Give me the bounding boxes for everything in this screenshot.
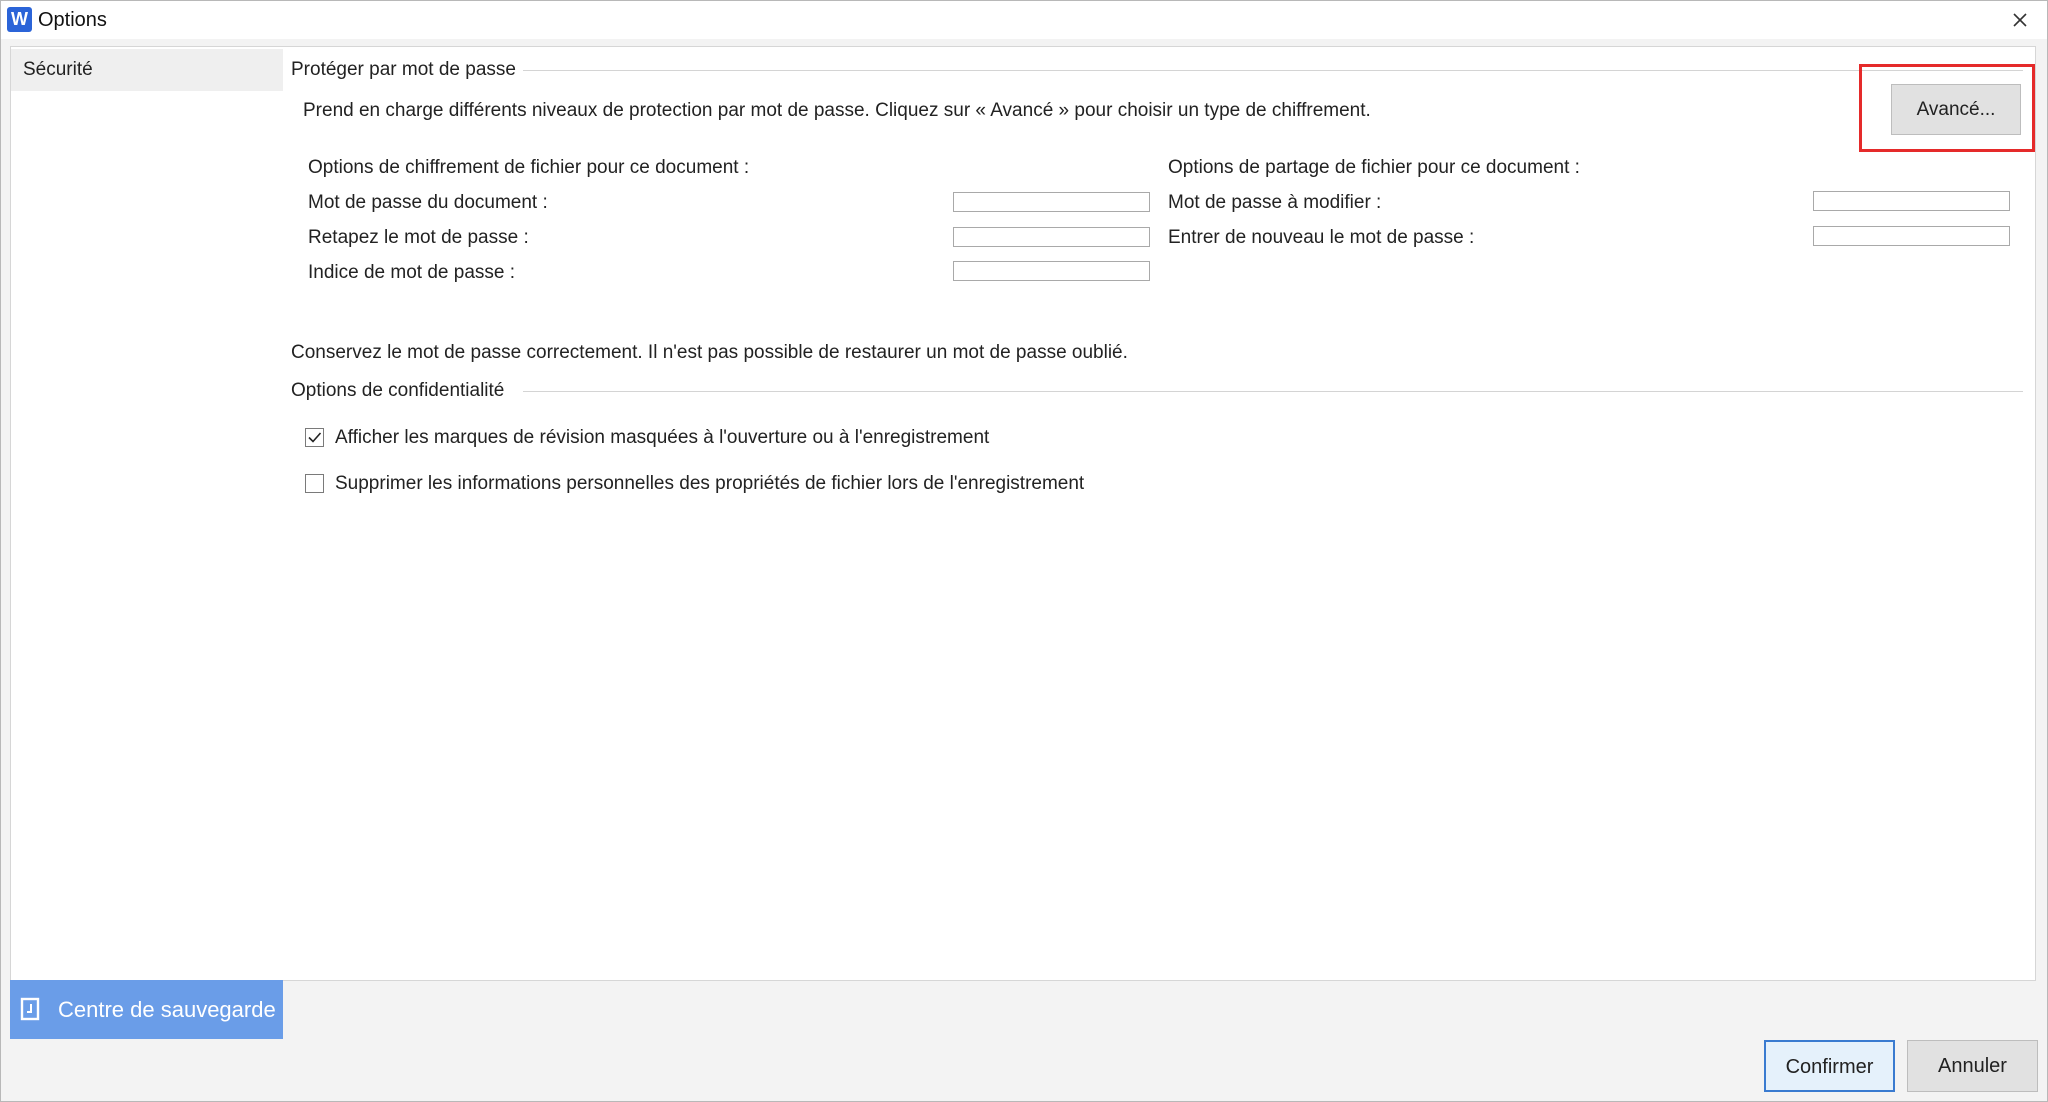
privacy-section-divider [523, 391, 2023, 392]
sidebar [10, 46, 284, 981]
modify-password-label: Mot de passe à modifier : [1168, 192, 1382, 213]
advanced-button-highlight [1859, 64, 2035, 152]
cancel-button[interactable]: Annuler [1907, 1040, 2038, 1092]
password-hint-input[interactable] [953, 261, 1150, 281]
show-revision-marks-label[interactable]: Afficher les marques de révision masquées à l'ouverture ou à l'enregistrement [335, 427, 990, 448]
window-title: Options [38, 9, 107, 31]
sidebar-item-security[interactable]: Sécurité [11, 49, 283, 91]
password-description: Prend en charge différents niveaux de protection par mot de passe. Cliquez sur « Avancé » pour choisir un type de chiffrement. [303, 100, 1371, 121]
password-section-divider [523, 70, 2023, 71]
privacy-section-title: Options de confidentialité [291, 380, 508, 402]
remove-personal-info-label[interactable]: Supprimer les informations personnelles des propriétés de fichier lors de l'enregistrement [335, 473, 1085, 494]
backup-center-label: Centre de sauvegarde [58, 997, 276, 1022]
confirm-button[interactable]: Confirmer [1764, 1040, 1895, 1092]
show-revision-marks-checkbox[interactable] [305, 428, 324, 447]
password-section-title: Protéger par mot de passe [291, 59, 520, 81]
close-button[interactable] [2007, 7, 2033, 33]
sharing-options-heading: Options de partage de fichier pour ce document : [1168, 157, 1580, 178]
wps-writer-icon: W [7, 7, 32, 32]
backup-center-button[interactable] [10, 980, 283, 1039]
document-password-label: Mot de passe du document : [308, 192, 548, 213]
document-password-input[interactable] [953, 192, 1150, 212]
reenter-password-input[interactable] [1813, 226, 2010, 246]
checkmark-icon [306, 429, 323, 446]
encryption-options-heading: Options de chiffrement de fichier pour ce document : [308, 157, 750, 178]
modify-password-input[interactable] [1813, 191, 2010, 211]
reenter-password-label: Entrer de nouveau le mot de passe : [1168, 227, 1475, 248]
close-icon [2007, 7, 2033, 33]
title-bar [1, 1, 2047, 39]
security-panel [283, 46, 2036, 981]
backup-icon [18, 997, 42, 1021]
password-hint-label: Indice de mot de passe : [308, 262, 516, 283]
password-warning: Conservez le mot de passe correctement. Il n'est pas possible de restaurer un mot de passe oublié. [291, 342, 1128, 363]
advanced-button[interactable]: Avancé... [1891, 84, 2021, 135]
retype-password-input[interactable] [953, 227, 1150, 247]
remove-personal-info-checkbox[interactable] [305, 474, 324, 493]
retype-password-label: Retapez le mot de passe : [308, 227, 529, 248]
